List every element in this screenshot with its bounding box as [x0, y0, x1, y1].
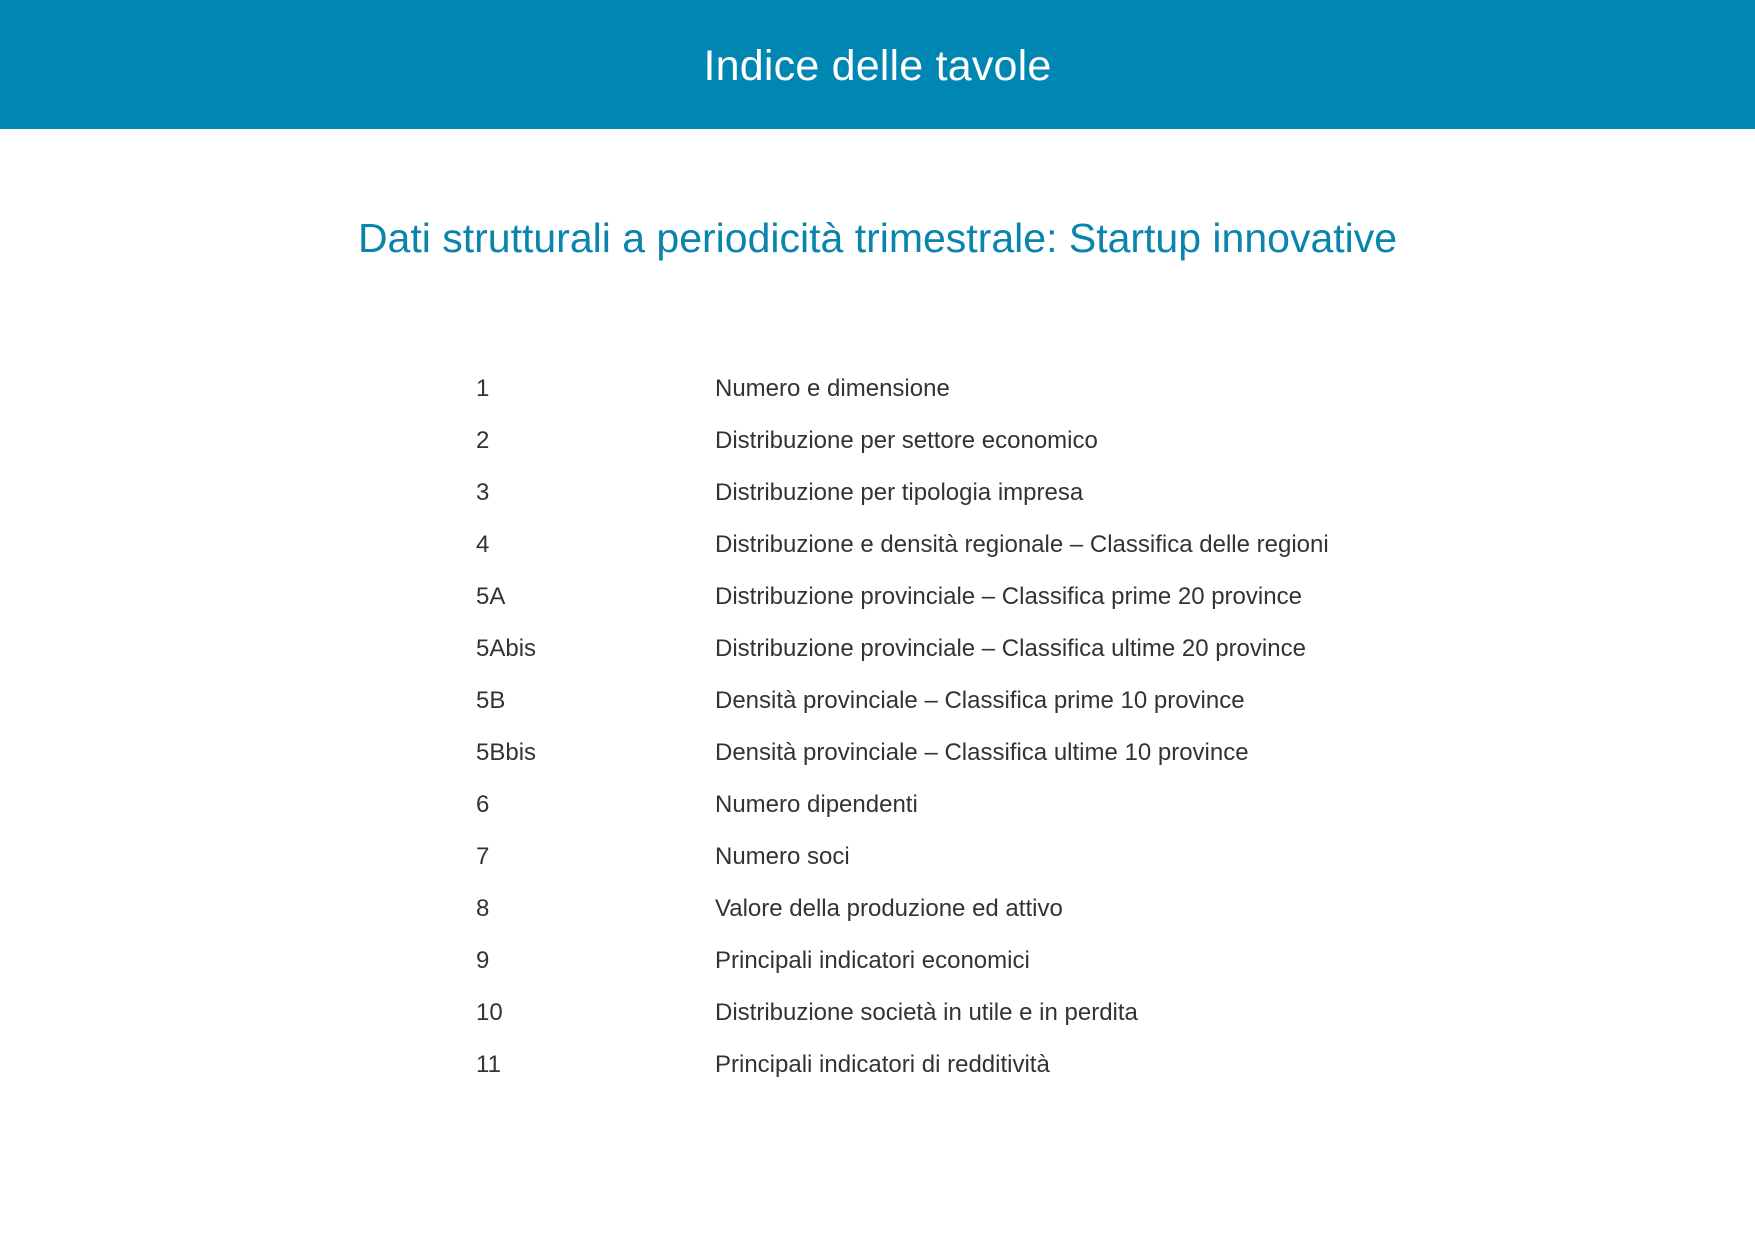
toc-item-label: Principali indicatori di redditività: [715, 1051, 1050, 1078]
toc-item-label: Distribuzione per settore economico: [715, 427, 1098, 454]
toc-item-number: 9: [476, 947, 490, 974]
toc-item[interactable]: [476, 623, 1376, 675]
toc-item-label: Distribuzione società in utile e in perdita: [715, 999, 1138, 1026]
toc-item-number: 4: [476, 531, 490, 558]
toc-item[interactable]: [476, 519, 1376, 571]
toc-item[interactable]: [476, 571, 1376, 623]
section-title: Dati strutturali a periodicità trimestrale: Startup innovative: [357, 215, 1398, 261]
table-of-contents: [476, 363, 1376, 1091]
toc-item[interactable]: [476, 1039, 1376, 1091]
toc-item-number: 11: [476, 1051, 501, 1078]
toc-item[interactable]: [476, 831, 1376, 883]
toc-item-label: Densità provinciale – Classifica prime 10 province: [715, 687, 1245, 714]
toc-item[interactable]: [476, 415, 1376, 467]
toc-item[interactable]: [476, 987, 1376, 1039]
toc-item[interactable]: [476, 779, 1376, 831]
toc-item-label: Distribuzione e densità regionale – Classifica delle regioni: [715, 531, 1329, 558]
toc-item[interactable]: [476, 883, 1376, 935]
toc-item[interactable]: [476, 363, 1376, 415]
toc-item-label: Densità provinciale – Classifica ultime 10 province: [715, 739, 1249, 766]
page-title: Indice delle tavole: [703, 42, 1052, 90]
header-band: [0, 0, 1755, 129]
toc-item[interactable]: [476, 675, 1376, 727]
toc-item-label: Distribuzione provinciale – Classifica prime 20 province: [715, 583, 1302, 610]
toc-item-number: 5Abis: [476, 635, 537, 662]
toc-item-label: Numero soci: [715, 843, 850, 870]
toc-item-number: 6: [476, 791, 490, 818]
toc-item-label: Principali indicatori economici: [715, 947, 1030, 974]
toc-item-label: Distribuzione per tipologia impresa: [715, 479, 1084, 506]
toc-item-number: 1: [476, 375, 490, 402]
toc-item-number: 7: [476, 843, 490, 870]
toc-item[interactable]: [476, 467, 1376, 519]
toc-item-number: 5B: [476, 687, 506, 714]
toc-item-number: 10: [476, 999, 503, 1026]
toc-item[interactable]: [476, 935, 1376, 987]
toc-item-number: 2: [476, 427, 490, 454]
toc-item[interactable]: [476, 727, 1376, 779]
toc-item-number: 5A: [476, 583, 506, 610]
toc-item-number: 3: [476, 479, 490, 506]
toc-item-label: Numero dipendenti: [715, 791, 918, 818]
toc-item-label: Distribuzione provinciale – Classifica ultime 20 province: [715, 635, 1306, 662]
toc-item-label: Numero e dimensione: [715, 375, 950, 402]
toc-item-label: Valore della produzione ed attivo: [715, 895, 1063, 922]
toc-item-number: 8: [476, 895, 490, 922]
toc-item-number: 5Bbis: [476, 739, 537, 766]
